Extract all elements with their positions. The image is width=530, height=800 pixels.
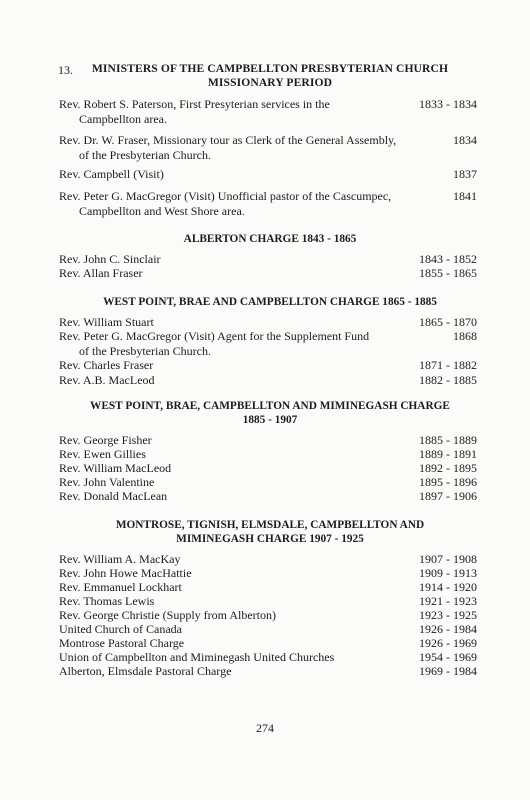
- entry-date: 1843 - 1852: [419, 252, 477, 266]
- section-heading: MONTROSE, TIGNISH, ELMSDALE, CAMPBELLTON AND MIMINEGASH CHARGE 1907 - 1925: [115, 519, 425, 545]
- entry-date: 1954 - 1969: [419, 650, 477, 664]
- list-item: Rev. Peter G. MacGregor (Visit) Agent for the Supplement Fund of the Presbyterian Church. 1868: [59, 329, 477, 358]
- entry-date: 1897 - 1906: [419, 489, 477, 503]
- entry-date: 1892 - 1895: [419, 461, 477, 475]
- list-item: Rev. Charles Fraser 1871 - 1882: [59, 358, 477, 372]
- entry-date: 1926 - 1969: [419, 636, 477, 650]
- entry-date: 1841: [453, 189, 477, 203]
- list-item: Rev. Thomas Lewis 1921 - 1923: [59, 594, 477, 608]
- list-item: Montrose Pastoral Charge 1926 - 1969: [59, 636, 477, 650]
- list-item: Rev. George Fisher 1885 - 1889: [59, 433, 477, 447]
- list-item: Rev. George Christie (Supply from Alberton) 1923 - 1925: [59, 608, 477, 622]
- list-item: Alberton, Elmsdale Pastoral Charge 1969 - 1984: [59, 664, 477, 678]
- entry-date: 1914 - 1920: [419, 580, 477, 594]
- list-item: United Church of Canada 1926 - 1984: [59, 622, 477, 636]
- entry-date: 1865 - 1870: [419, 315, 477, 329]
- entry-date: 1895 - 1896: [419, 475, 477, 489]
- entry-date: 1926 - 1984: [419, 622, 477, 636]
- list-item: Rev. John C. Sinclair 1843 - 1852: [59, 252, 477, 266]
- list-item: Rev. William MacLeod 1892 - 1895: [59, 461, 477, 475]
- section-number: 13.: [58, 63, 73, 77]
- page-title: [80, 62, 460, 90]
- list-item: Rev. Ewen Gillies 1889 - 1891: [59, 447, 477, 461]
- entry-date: 1923 - 1925: [419, 608, 477, 622]
- list-item: Rev. Peter G. MacGregor (Visit) Unofficial pastor of the Cascumpec, Campbellton and West Shore area. 1841: [59, 189, 477, 218]
- entry-date: 1834: [453, 133, 477, 147]
- entry-date: 1882 - 1885: [419, 373, 477, 387]
- list-item: Rev. A.B. MacLeod 1882 - 1885: [59, 373, 477, 387]
- list-item: Rev. John Howe MacHattie 1909 - 1913: [59, 566, 477, 580]
- entry-date: 1921 - 1923: [419, 594, 477, 608]
- list-item: Rev. Donald MacLean 1897 - 1906: [59, 489, 477, 503]
- entry-date: 1909 - 1913: [419, 566, 477, 580]
- list-item: Union of Campbellton and Miminegash United Churches 1954 - 1969: [59, 650, 477, 664]
- entry-date: 1885 - 1889: [419, 433, 477, 447]
- entry-date: 1871 - 1882: [419, 358, 477, 372]
- entry-date: 1889 - 1891: [419, 447, 477, 461]
- entry-date: 1837: [453, 167, 477, 181]
- section-heading: WEST POINT, BRAE AND CAMPBELLTON CHARGE 1865 - 1885: [103, 296, 437, 308]
- entry-date: 1907 - 1908: [419, 552, 477, 566]
- page-number: 274: [256, 721, 274, 735]
- entry-date: 1969 - 1984: [419, 664, 477, 678]
- title-line-1: MINISTERS OF THE CAMPBELLTON PRESBYTERIAN CHURCH: [91, 62, 449, 75]
- section-heading: ALBERTON CHARGE 1843 - 1865: [183, 233, 357, 245]
- list-item: Rev. Dr. W. Fraser, Missionary tour as Clerk of the General Assembly, of the Presbyterian Church. 1834: [59, 133, 477, 162]
- section-heading: WEST POINT, BRAE, CAMPBELLTON AND MIMINEGASH CHARGE 1885 - 1907: [90, 400, 450, 426]
- list-item: Rev. Emmanuel Lockhart 1914 - 1920: [59, 580, 477, 594]
- list-item: Rev. Allan Fraser 1855 - 1865: [59, 266, 477, 280]
- entry-date: 1833 - 1834: [419, 97, 477, 111]
- list-item: Rev. Robert S. Paterson, First Presyterian services in the Campbellton area. 1833 - 1834: [59, 97, 477, 126]
- list-item: Rev. William A. MacKay 1907 - 1908: [59, 552, 477, 566]
- entry-date: 1868: [453, 329, 477, 343]
- list-item: Rev. William Stuart 1865 - 1870: [59, 315, 477, 329]
- list-item: Rev. Campbell (Visit) 1837: [59, 167, 477, 181]
- entry-date: 1855 - 1865: [419, 266, 477, 280]
- list-item: Rev. John Valentine 1895 - 1896: [59, 475, 477, 489]
- title-line-2: MISSIONARY PERIOD: [207, 76, 333, 89]
